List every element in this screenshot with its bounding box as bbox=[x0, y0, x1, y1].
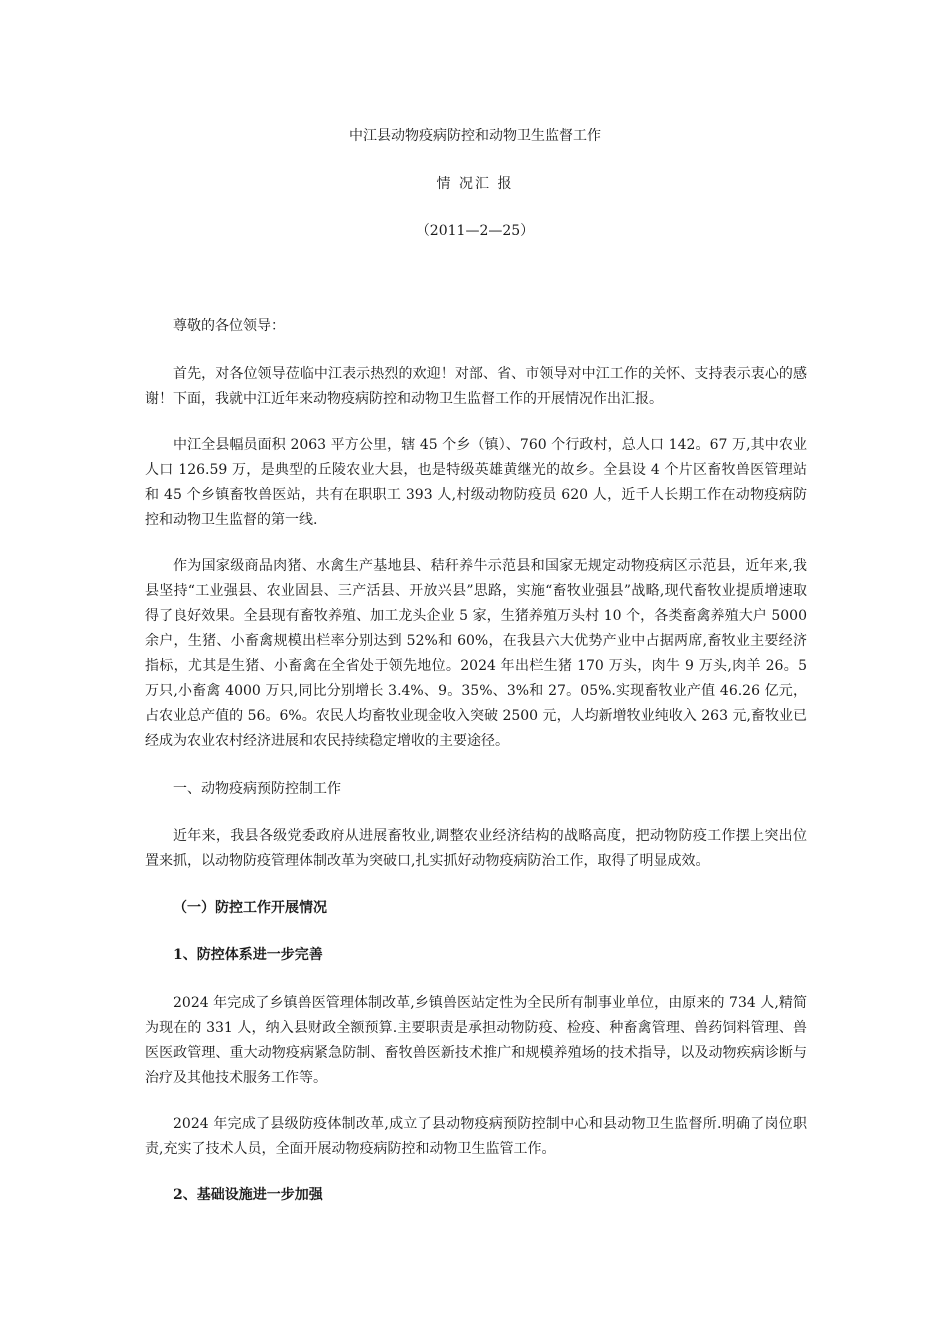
document-date: （2011—2—25） bbox=[415, 223, 535, 239]
paragraph-county-overview: 中江全县幅员面积 2063 平方公里，辖 45 个乡（镇）、760 个行政村，总人口 142。67 万,其中农业人口 126.59 万，是典型的丘陵农业大县，也是特级英雄黄继光的故乡。全县设 4 个片区畜牧兽医管理站和 45 个乡镇畜牧兽医站，共有在职职工 393 人,村级动物防疫员 620 人，近千人长期工作在动物疫病防控和动物卫生监督的第一线. bbox=[145, 437, 807, 528]
paragraph-township-reform: 2024 年完成了乡镇兽医管理体制改革,乡镇兽医站定性为全民所有制事业单位，由原来的 734 人,精简为现在的 331 人，纳入县财政全额预算.主要职责是承担动物防疫、检疫、种畜禽管理、兽药饲料管理、兽医医政管理、重大动物疫病紧急防制、畜牧兽医新技术推广和规模养殖场的技术指导，以及动物疾病诊断与治疗及其他技术服务工作等。 bbox=[145, 995, 807, 1086]
document-title: 中江县动物疫病防控和动物卫生监督工作 bbox=[349, 128, 601, 144]
paragraph-intro: 首先，对各位领导莅临中江表示热烈的欢迎！对部、省、市领导对中江工作的关怀、支持表示衷心的感谢！下面，我就中江近年来动物疫病防控和动物卫生监督工作的开展情况作出汇报。 bbox=[145, 366, 807, 407]
salutation: 尊敬的各位领导： bbox=[173, 318, 285, 334]
document-subtitle: 情 况汇 报 bbox=[436, 176, 514, 192]
item-heading-2: 2、基础设施进一步加强 bbox=[173, 1187, 323, 1203]
paragraph-prevention-summary: 近年来，我县各级党委政府从进展畜牧业,调整农业经济结构的战略高度，把动物防疫工作摆上突出位置来抓，以动物防疫管理体制改革为突破口,扎实抓好动物疫病防治工作，取得了明显成效。 bbox=[145, 828, 807, 869]
section-heading-1: 一、动物疫病预防控制工作 bbox=[173, 781, 341, 797]
paragraph-county-reform: 2024 年完成了县级防疫体制改革,成立了县动物疫病预防控制中心和县动物卫生监督所.明确了岗位职责,充实了技术人员，全面开展动物疫病防控和动物卫生监管工作。 bbox=[145, 1116, 807, 1157]
item-heading-1: 1、防控体系进一步完善 bbox=[173, 947, 323, 963]
subsection-heading-1: （一）防控工作开展情况 bbox=[173, 900, 327, 916]
paragraph-livestock-development: 作为国家级商品肉猪、水禽生产基地县、秸秆养牛示范县和国家无规定动物疫病区示范县，近年来,我县坚持“工业强县、农业固县、三产活县、开放兴县”思路，实施“畜牧业强县”战略,现代畜牧业提质增速取得了良好效果。全县现有畜牧养殖、加工龙头企业 5 家，生猪养殖万头村 10 个，各类畜禽养殖大户 5000 余户，生猪、小畜禽规模出栏率分别达到 52%和 60%，在我县六大优势产业中占据两席,畜牧业主要经济指标，尤其是生猪、小畜禽在全省处于领先地位。2024 年出栏生猪 170 万头，肉牛 9 万头,肉羊 26。5 万只,小畜禽 4000 万只,同比分别增长 3.4%、9。35%、3%和 27。05%.实现畜牧业产值 46.26 亿元，占农业总产值的 56。6%。农民人均畜牧业现金收入突破 2500 元，人均新增牧业纯收入 263 元,畜牧业已经成为农业农村经济进展和农民持续稳定增收的主要途径。 bbox=[145, 558, 807, 749]
